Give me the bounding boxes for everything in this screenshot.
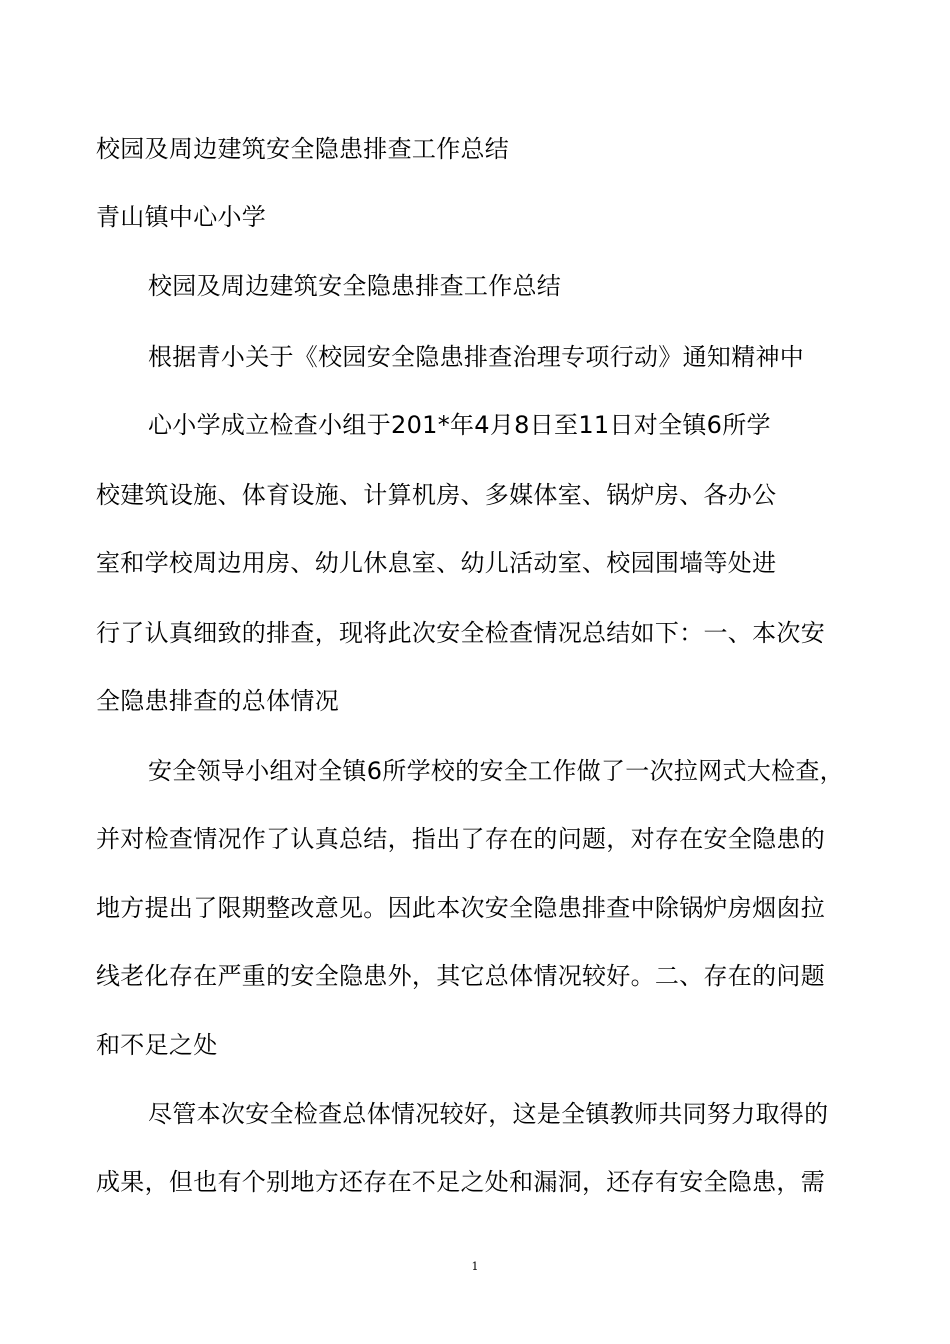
document-subheading: 校园及周边建筑安全隐患排查工作总结 <box>148 272 562 300</box>
body-line: 校建筑设施、体育设施、计算机房、多媒体室、锅炉房、各办公 <box>96 481 777 509</box>
document-heading: 校园及周边建筑安全隐患排查工作总结 <box>96 135 510 163</box>
body-line: 室和学校周边用房、幼儿休息室、幼儿活动室、校园围墙等处进 <box>96 549 777 577</box>
body-line: 地方提出了限期整改意见。因此本次安全隐患排查中除锅炉房烟囱拉 <box>96 894 825 922</box>
body-line: 和不足之处 <box>96 1031 218 1059</box>
body-line: 成果，但也有个别地方还存在不足之处和漏洞，还存有安全隐患，需 <box>96 1168 825 1196</box>
body-line: 心小学成立检查小组于201*年4月8日至11日对全镇6所学 <box>148 411 771 439</box>
body-line: 安全领导小组对全镇6所学校的安全工作做了一次拉网式大检查， <box>148 757 844 785</box>
body-line: 根据青小关于《校园安全隐患排查治理专项行动》通知精神中 <box>148 343 805 371</box>
page-number: 1 <box>471 1260 479 1273</box>
body-line: 尽管本次安全检查总体情况较好，这是全镇教师共同努力取得的 <box>148 1100 829 1128</box>
school-name: 青山镇中心小学 <box>96 203 267 231</box>
body-line: 全隐患排查的总体情况 <box>96 687 339 715</box>
body-line: 并对检查情况作了认真总结，指出了存在的问题，对存在安全隐患的 <box>96 825 825 853</box>
body-line: 行了认真细致的排查，现将此次安全检查情况总结如下：一、本次安 <box>96 619 825 647</box>
body-line: 线老化存在严重的安全隐患外，其它总体情况较好。二、存在的问题 <box>96 962 825 990</box>
